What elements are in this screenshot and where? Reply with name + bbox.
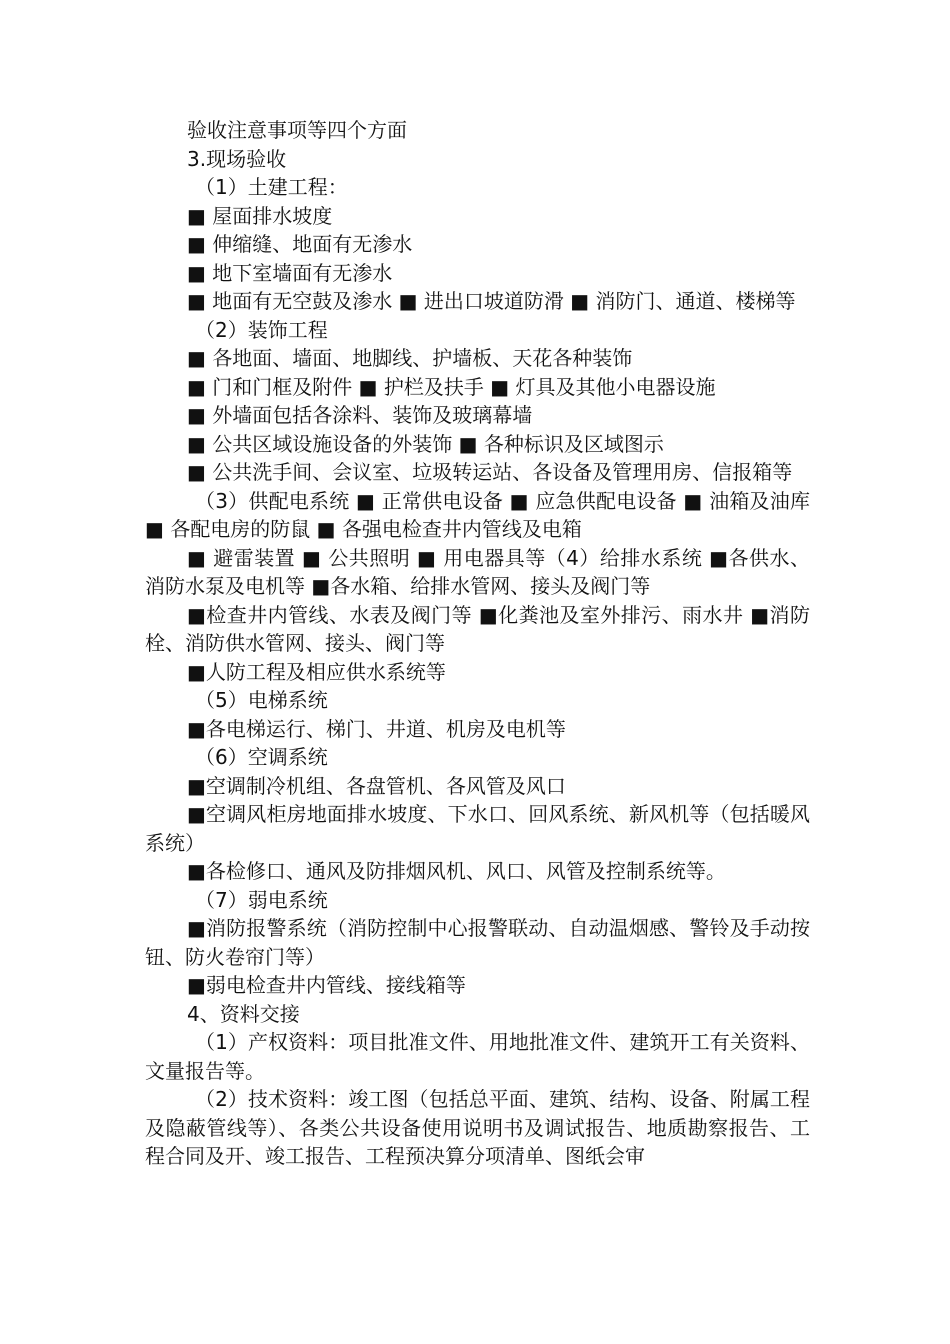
document-body bbox=[145, 116, 810, 1171]
paragraph: （5）电梯系统 bbox=[195, 688, 328, 712]
paragraph: ■空调风柜房地面排水坡度、下水口、回风系统、新风机等（包括暖风系统） bbox=[145, 802, 810, 855]
paragraph: ■人防工程及相应供水系统等 bbox=[187, 659, 446, 684]
paragraph: （1）产权资料：项目批准文件、用地批准文件、建筑开工有关资料、文量报告等。 bbox=[145, 1030, 810, 1083]
paragraph: ■检查井内管线、水表及阀门等 ■化粪池及室外排污、雨水井 ■消防栓、消防供水管网、接头、阀门等 bbox=[145, 602, 810, 655]
paragraph: ■ 门和门框及附件 ■ 护栏及扶手 ■ 灯具及其他小电器设施 bbox=[187, 374, 716, 399]
paragraph: ■ 避雷装置 ■ 公共照明 ■ 用电器具等（4）给排水系统 ■各供水、消防水泵及电机等 ■各水箱、给排水管网、接头及阀门等 bbox=[145, 545, 810, 598]
paragraph: ■ 屋面排水坡度 bbox=[187, 203, 333, 228]
paragraph: ■ 公共洗手间、会议室、垃圾转运站、各设备及管理用房、信报箱等 bbox=[187, 460, 793, 484]
paragraph: ■弱电检查井内管线、接线箱等 bbox=[187, 973, 466, 997]
paragraph: ■ 各地面、墙面、地脚线、护墙板、天花各种装饰 bbox=[187, 346, 633, 370]
paragraph: （1）土建工程： bbox=[195, 175, 348, 199]
paragraph: ■空调制冷机组、各盘管机、各风管及风口 bbox=[187, 773, 566, 798]
paragraph: ■ 伸缩缝、地面有无渗水 bbox=[187, 232, 413, 256]
paragraph: （6）空调系统 bbox=[195, 745, 328, 769]
paragraph: ■ 地下室墙面有无渗水 bbox=[187, 260, 393, 285]
paragraph: 验收注意事项等四个方面 bbox=[187, 118, 407, 142]
paragraph: （3）供配电系统 ■ 正常供电设备 ■ 应急供配电设备 ■ 油箱及油库 ■ 各配电房的防鼠 ■ 各强电检查井内管线及电箱 bbox=[145, 488, 810, 541]
paragraph: ■各电梯运行、梯门、井道、机房及电机等 bbox=[187, 716, 566, 741]
paragraph: ■ 公共区域设施设备的外装饰 ■ 各种标识及区域图示 bbox=[187, 431, 664, 456]
paragraph: （2）技术资料：竣工图（包括总平面、建筑、结构、设备、附属工程及隐蔽管线等）、各类公共设备使用说明书及调试报告、地质勘察报告、工程合同及开、竣工报告、工程预决算分项清单、图纸会审 bbox=[145, 1087, 810, 1168]
paragraph: ■各检修口、通风及防排烟风机、风口、风管及控制系统等。 bbox=[187, 859, 726, 883]
paragraph: ■ 地面有无空鼓及渗水 ■ 进出口坡道防滑 ■ 消防门、通道、楼梯等 bbox=[187, 289, 796, 313]
paragraph: ■消防报警系统（消防控制中心报警联动、自动温烟感、警铃及手动按钮、防火卷帘门等） bbox=[145, 916, 810, 969]
paragraph: （2）装饰工程 bbox=[195, 317, 328, 342]
paragraph: 3.现场验收 bbox=[187, 146, 287, 171]
paragraph: （7）弱电系统 bbox=[195, 887, 328, 912]
paragraph: ■ 外墙面包括各涂料、装饰及玻璃幕墙 bbox=[187, 403, 533, 427]
paragraph: 4、资料交接 bbox=[187, 1001, 300, 1026]
